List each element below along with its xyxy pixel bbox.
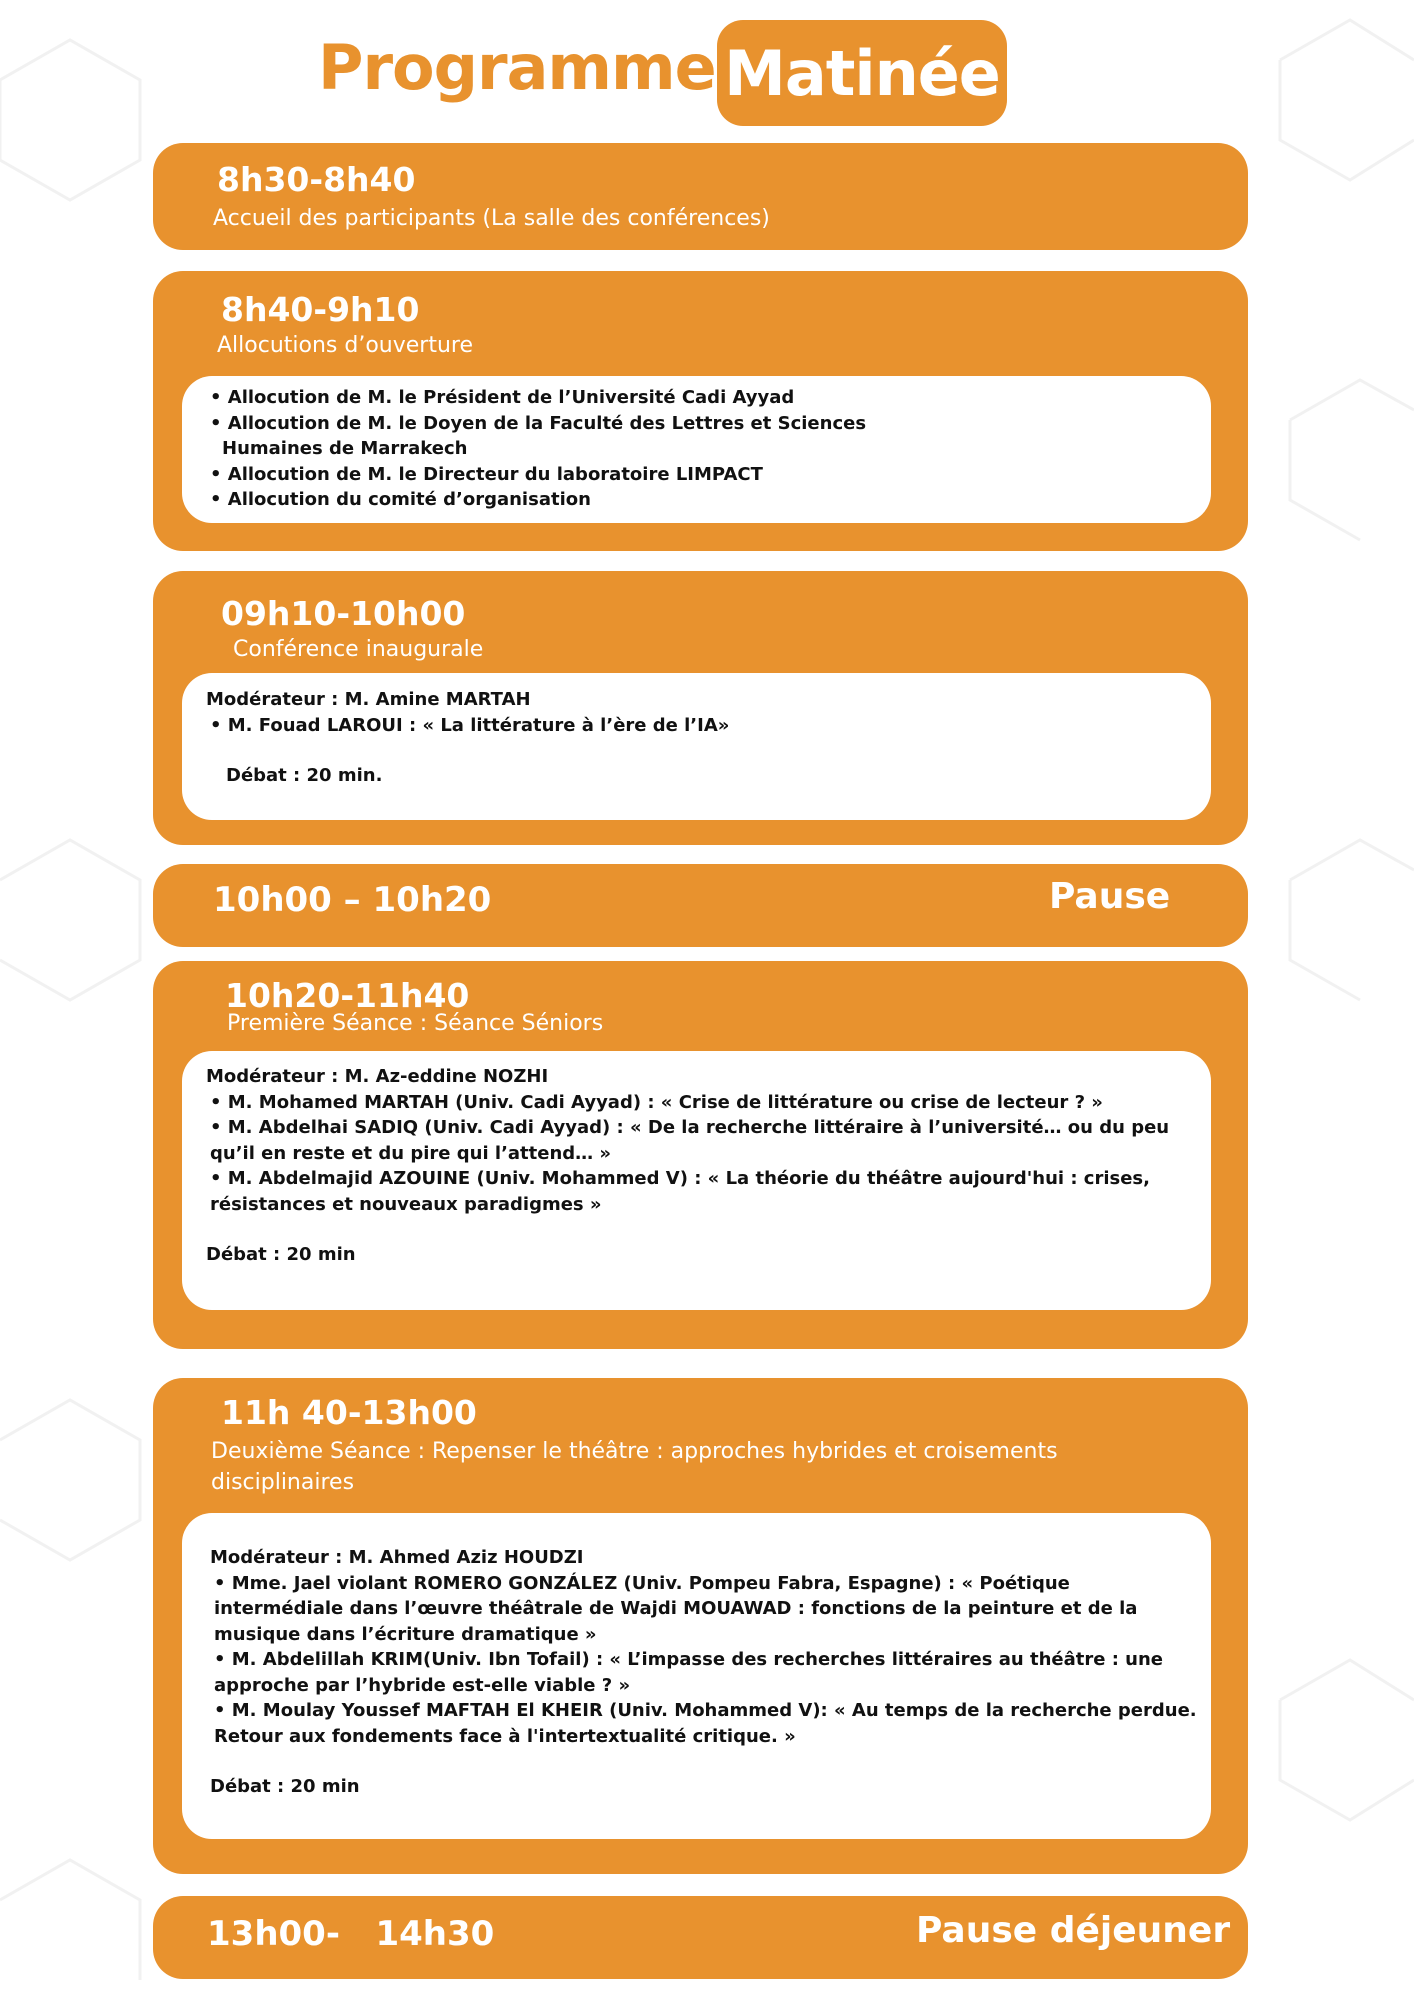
session-time: 11h 40-13h00: [221, 1393, 477, 1432]
list-item: • Allocution de M. le Directeur du laboratoire LIMPACT: [210, 463, 763, 485]
debate-duration: Débat : 20 min: [210, 1776, 360, 1797]
session-subtitle: Deuxième Séance : Repenser le théâtre : approches hybrides et croisements disciplinaires: [211, 1439, 1058, 1495]
lunch-time: 13h00- 14h30: [207, 1914, 495, 1954]
pause-label: Pause: [1049, 876, 1171, 917]
list-item: • M. Abdelhai SADIQ (Univ. Cadi Ayyad) : « De la recherche littéraire à l’université… ou du peu qu’il en reste et du pire qui l’attend… »: [210, 1117, 1170, 1164]
session-items: [210, 1545, 1202, 1800]
pause-time: 10h00 – 10h20: [213, 880, 492, 920]
session-subtitle: Allocutions d’ouverture: [217, 333, 473, 358]
lunch-label: Pause déjeuner: [916, 1910, 1231, 1951]
list-item: Humaines de Marrakech: [222, 438, 468, 459]
session-time: 8h40-9h10: [221, 290, 420, 329]
list-item: • Mme. Jael violant ROMERO GONZÁLEZ (Univ. Pompeu Fabra, Espagne) : « Poétique intermédiale dans l’œuvre théâtrale de Wajdi MOUAWAD : fonctions de la peinture et de la musique dans l’écriture dramatique »: [214, 1572, 1138, 1645]
session-time: 8h30-8h40: [217, 160, 416, 199]
session-items: [210, 385, 1170, 513]
list-item: • M. Moulay Youssef MAFTAH El KHEIR (Univ. Mohammed V): « Au temps de la recherche perdue. Retour aux fondements face à l'intertextualité critique. »: [214, 1700, 1197, 1747]
session-time: 10h20-11h40: [225, 976, 470, 1015]
list-item: • M. Abdelmajid AZOUINE (Univ. Mohammed V) : « La théorie du théâtre aujourd'hui : crises, résistances et nouveaux paradigmes »: [210, 1168, 1150, 1215]
session-items: [206, 1064, 1202, 1268]
list-item: • Allocution de M. le Doyen de la Faculté des Lettres et Sciences: [210, 412, 867, 434]
page-title: Programme: [318, 31, 716, 104]
session-time: 09h10-10h00: [221, 594, 466, 633]
session-items: [206, 687, 1186, 789]
session-subtitle: Première Séance : Séance Séniors: [227, 1011, 604, 1036]
moderator: Modérateur : M. Az-eddine NOZHI: [206, 1066, 549, 1087]
list-item: • Allocution du comité d’organisation: [210, 489, 591, 510]
debate-duration: Débat : 20 min.: [226, 765, 383, 786]
list-item: • M. Abdelillah KRIM(Univ. Ibn Tofail) : « L’impasse des recherches littéraires au théâtre : une approche par l’hybride est-elle viable ? »: [214, 1649, 1164, 1696]
moderator: Modérateur : M. Amine MARTAH: [206, 689, 531, 710]
list-item: • M. Fouad LAROUI : « La littérature à l’ère de l’IA»: [210, 714, 730, 736]
debate-duration: Débat : 20 min: [206, 1244, 356, 1265]
list-item: • Allocution de M. le Président de l’Université Cadi Ayyad: [210, 387, 795, 408]
title-badge: Matinée: [717, 20, 1007, 126]
session-subtitle: Conférence inaugurale: [233, 637, 484, 662]
moderator: Modérateur : M. Ahmed Aziz HOUDZI: [210, 1547, 584, 1568]
session-subtitle: Accueil des participants (La salle des conférences): [213, 206, 770, 231]
list-item: • M. Mohamed MARTAH (Univ. Cadi Ayyad) : « Crise de littérature ou crise de lecteur ? »: [210, 1091, 1103, 1113]
